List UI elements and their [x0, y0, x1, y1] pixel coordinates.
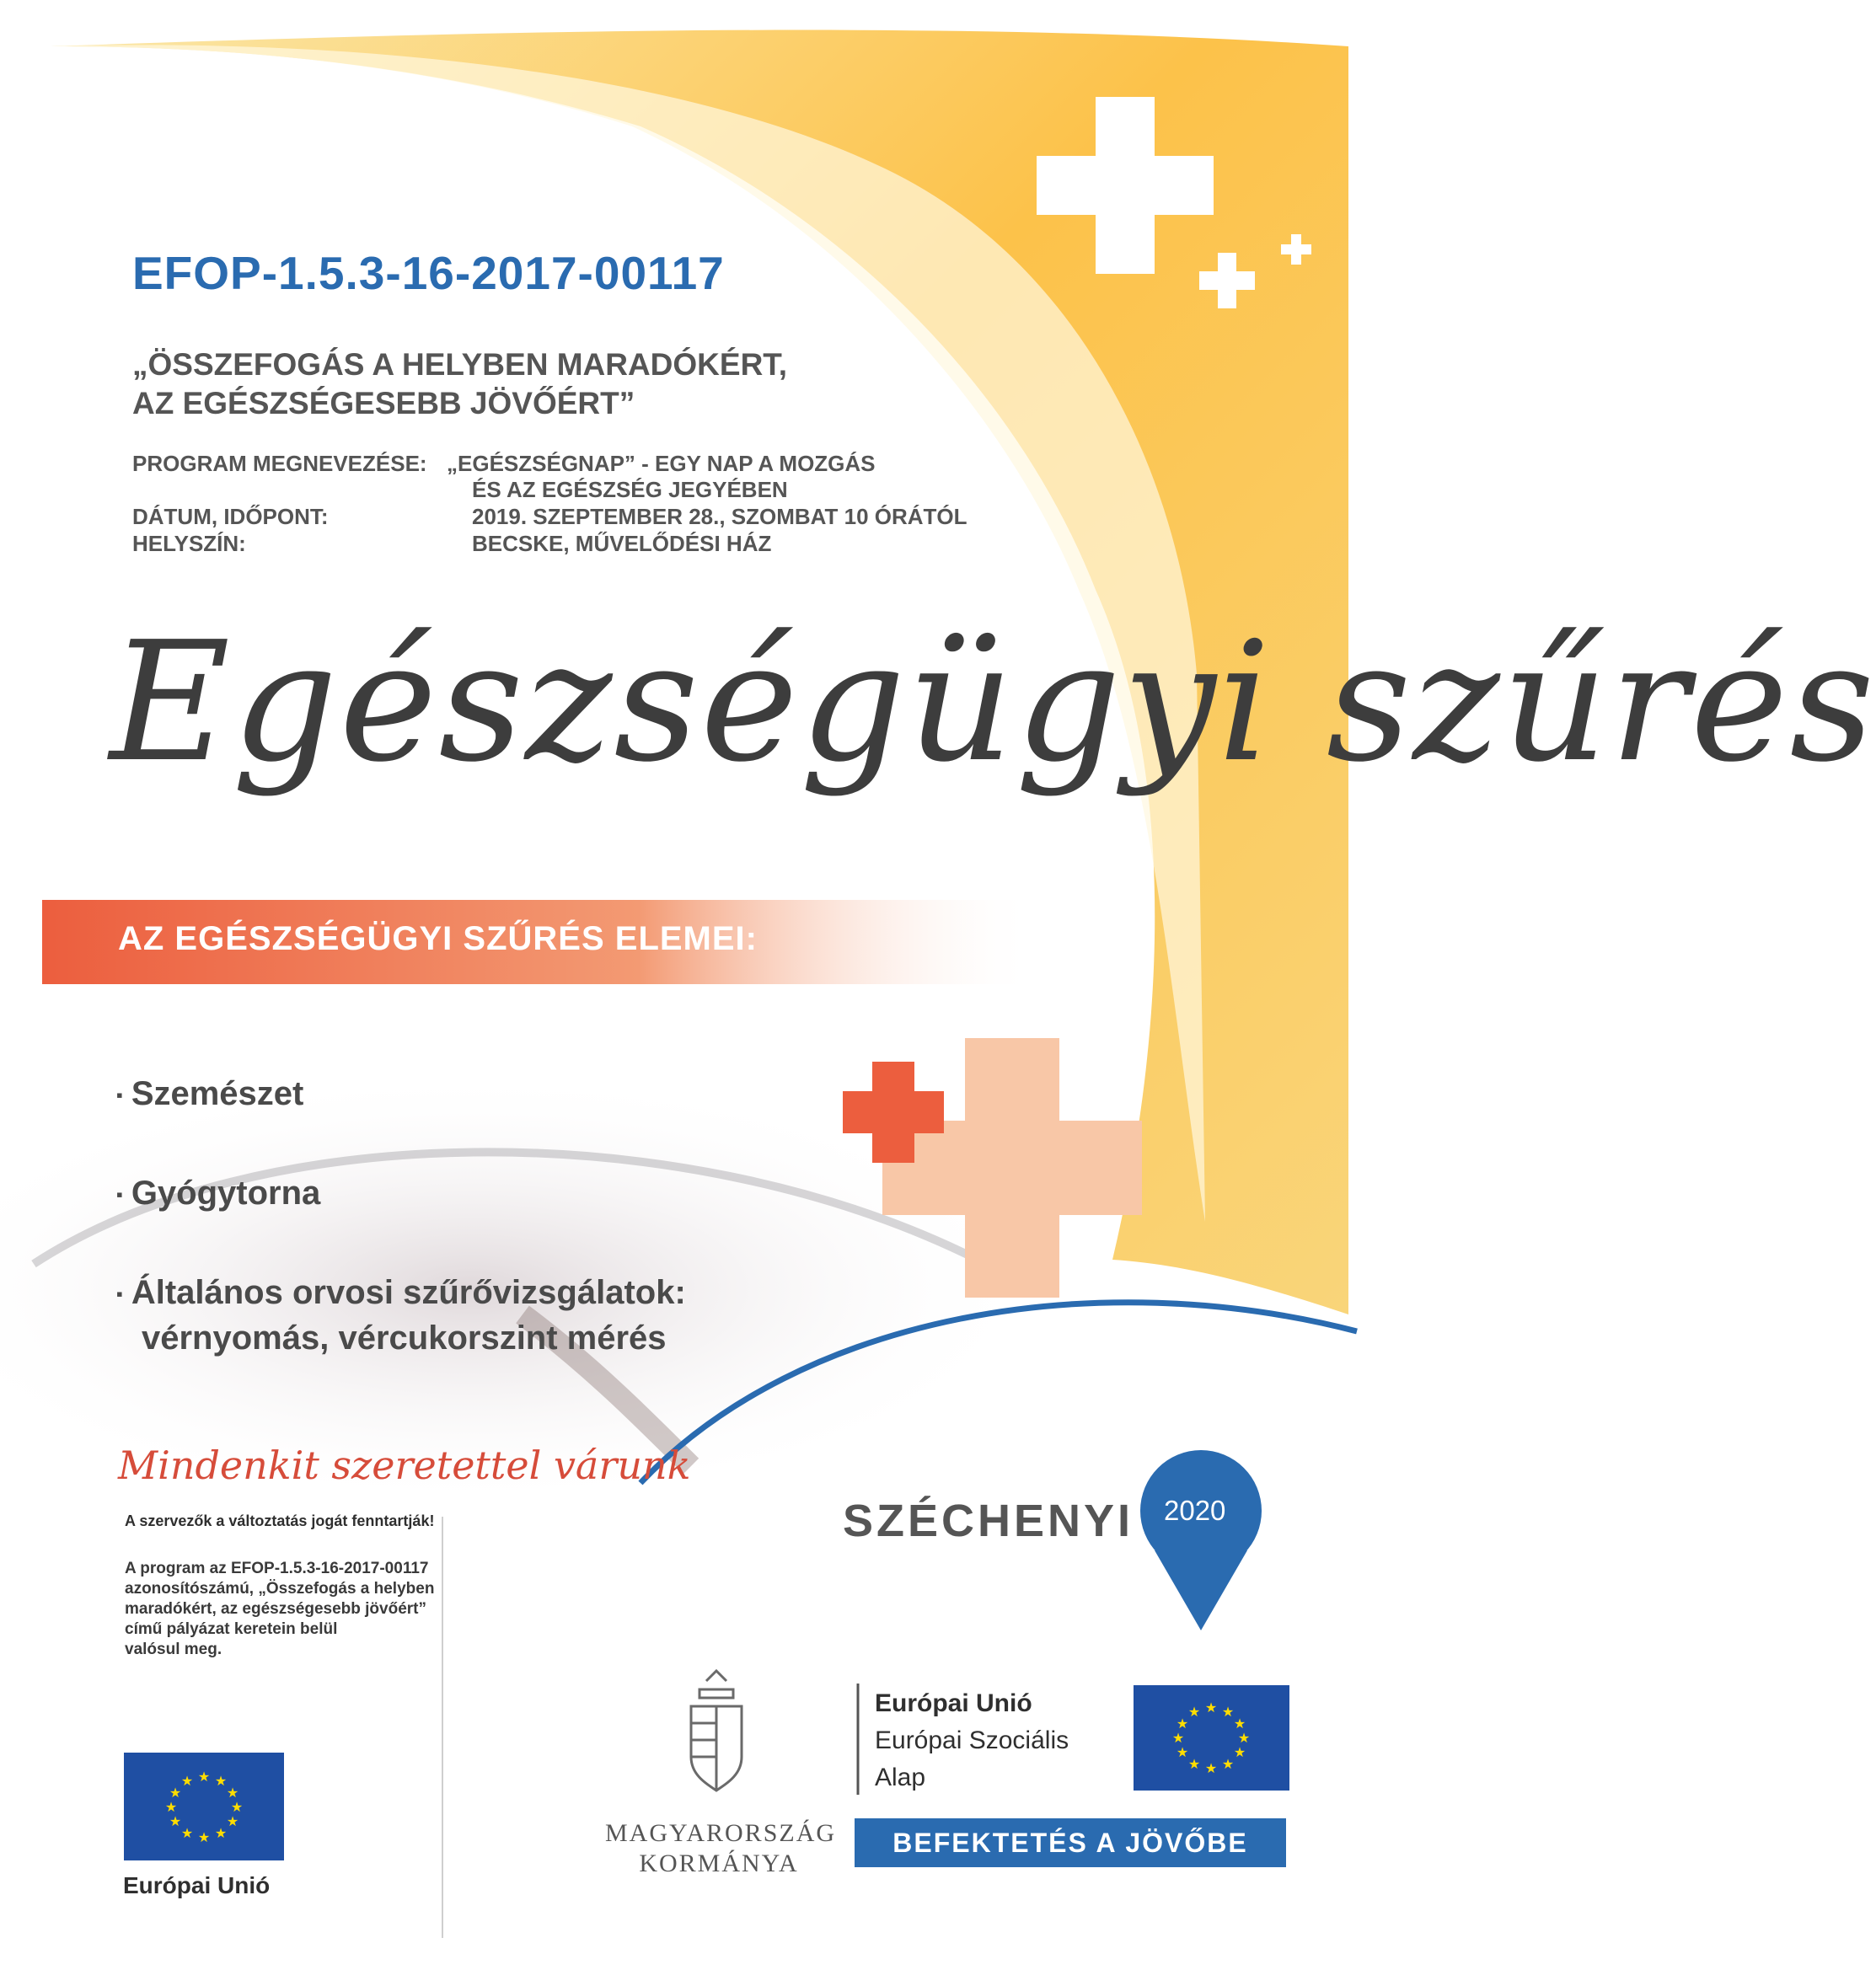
bullet-icon: ▪: [116, 1283, 123, 1305]
gov-line2: KORMÁNYA: [639, 1850, 799, 1877]
program-label: PROGRAM MEGNEVEZÉSE:: [132, 451, 427, 476]
disclaimer: A szervezők a változtatás jogát fenntartják!: [125, 1512, 435, 1529]
invest-banner: BEFEKTETÉS A JÖVŐBE: [855, 1818, 1286, 1867]
svg-text:★: ★: [214, 1825, 228, 1841]
svg-text:★: ★: [1187, 1756, 1201, 1772]
bullet-icon: ▪: [116, 1084, 123, 1106]
svg-text:★: ★: [1204, 1700, 1218, 1716]
svg-text:★: ★: [1187, 1704, 1201, 1720]
location-label: HELYSZÍN:: [132, 531, 246, 556]
list-item-label: Szemészet: [131, 1075, 304, 1112]
funding-note-line: című pályázat keretein belül: [125, 1620, 338, 1638]
svg-text:★: ★: [1233, 1716, 1246, 1732]
svg-text:★: ★: [164, 1799, 178, 1815]
funding-note-line: azonosítószámú, „Összefogás a helyben: [125, 1580, 435, 1598]
szechenyi-year: 2020: [1164, 1495, 1226, 1526]
gov-line1: MAGYARORSZÁG: [605, 1819, 837, 1847]
svg-text:★: ★: [230, 1799, 244, 1815]
location-value: BECSKE, MŰVELŐDÉSI HÁZ: [472, 531, 772, 556]
eu-right-line1: Európai Unió: [875, 1689, 1032, 1717]
project-title-line2: AZ EGÉSZSÉGESEBB JÖVŐÉRT”: [132, 386, 635, 420]
eu-right-line2: Európai Szociális: [875, 1726, 1069, 1754]
svg-text:★: ★: [214, 1773, 228, 1789]
list-item-label: Általános orvosi szűrővizsgálatok:: [131, 1274, 686, 1311]
program-value-line2: ÉS AZ EGÉSZSÉG JEGYÉBEN: [472, 477, 788, 502]
svg-text:★: ★: [1204, 1760, 1218, 1776]
svg-text:★: ★: [1237, 1730, 1251, 1746]
project-code: EFOP-1.5.3-16-2017-00117: [132, 247, 725, 299]
list-item-altalanos: [116, 1271, 686, 1360]
svg-text:★: ★: [1176, 1716, 1189, 1732]
eu-fund-text: [875, 1685, 1069, 1796]
svg-text:★: ★: [169, 1785, 182, 1801]
svg-text:★: ★: [180, 1825, 194, 1841]
svg-text:★: ★: [226, 1813, 239, 1829]
welcome-text: Mindenkit szeretettel várunk: [118, 1443, 691, 1488]
date-label: DÁTUM, IDŐPONT:: [132, 504, 329, 529]
svg-text:★: ★: [1221, 1756, 1235, 1772]
svg-text:★: ★: [1176, 1744, 1189, 1760]
funding-note-line: A program az EFOP-1.5.3-16-2017-00117: [125, 1560, 429, 1577]
project-title-line1: „ÖSSZEFOGÁS A HELYBEN MARADÓKÉRT,: [132, 347, 788, 382]
list-item-szemeszet: [116, 1072, 303, 1117]
svg-text:★: ★: [197, 1769, 211, 1785]
eu-flag-right: [1134, 1685, 1289, 1791]
eu-right-line3: Alap: [875, 1764, 926, 1791]
svg-text:★: ★: [169, 1813, 182, 1829]
government-logo-text: [605, 1818, 837, 1879]
eu-left-label: Európai Unió: [123, 1872, 271, 1898]
svg-text:★: ★: [1171, 1730, 1185, 1746]
project-title: [132, 345, 787, 423]
list-item-label: Gyógytorna: [131, 1175, 321, 1212]
svg-text:★: ★: [1233, 1744, 1246, 1760]
list-item-sublabel: vérnyomás, vércukorszint mérés: [142, 1320, 667, 1357]
eu-flag-left: [124, 1753, 284, 1860]
bullet-icon: ▪: [116, 1184, 123, 1206]
date-value: 2019. SZEPTEMBER 28., SZOMBAT 10 ÓRÁTÓL: [472, 504, 967, 529]
program-value-line1: „EGÉSZSÉGNAP” - EGY NAP A MOZGÁS: [447, 451, 876, 476]
funding-note-line: valósul meg.: [125, 1641, 222, 1658]
list-item-gyogytorna: [116, 1171, 320, 1217]
svg-text:★: ★: [1221, 1704, 1235, 1720]
funding-note-line: maradókért, az egészségesebb jövőért”: [125, 1600, 426, 1618]
banner-heading: AZ EGÉSZSÉGÜGYI SZŰRÉS ELEMEI:: [118, 920, 758, 957]
szechenyi-logo-text: SZÉCHENYI: [843, 1496, 1134, 1546]
svg-text:★: ★: [197, 1829, 211, 1845]
main-title: Egészségügyi szűrés: [110, 607, 1876, 799]
svg-text:★: ★: [226, 1785, 239, 1801]
funding-note: [125, 1559, 434, 1660]
svg-text:★: ★: [180, 1773, 194, 1789]
